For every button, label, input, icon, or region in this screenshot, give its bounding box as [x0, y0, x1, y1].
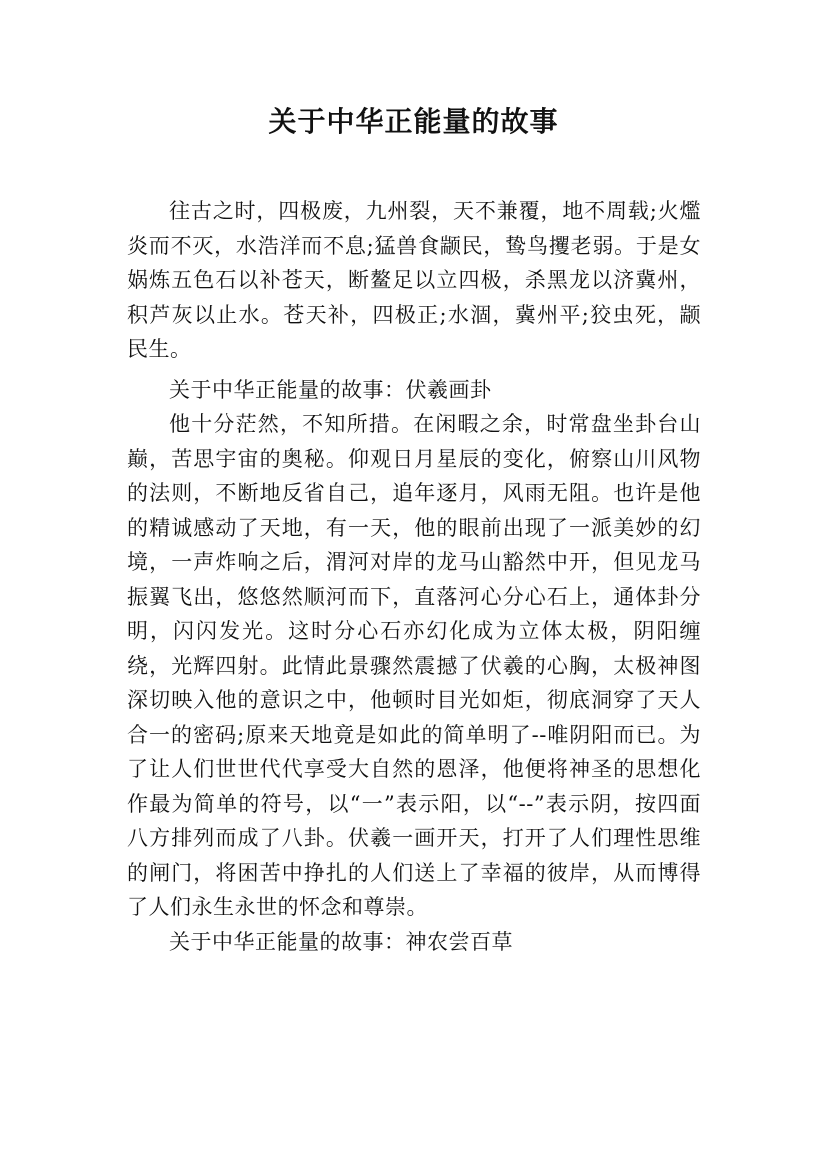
paragraph-fuxi: 他十分茫然，不知所措。在闲暇之余，时常盘坐卦台山巅，苦思宇宙的奥秘。仰观日月星辰的变化，俯察山川风物的法则，不断地反省自己，追年逐月，风雨无阻。也许是他的精诚感动了天地，有一天，他的眼前出现了一派美妙的幻境，一声炸响之后，渭河对岸的龙马山豁然中开，但见龙马振翼飞出，悠悠然顺河而下，直落河心分心石上，通体卦分明，闪闪发光。这时分心石亦幻化成为立体太极，阴阳缠绕，光辉四射。此情此景骤然震撼了伏羲的心胸，太极神图深切映入他的意识之中，他顿时目光如炬，彻底洞穿了天人合一的密码;原来天地竟是如此的简单明了--唯阴阳而已。为了让人们世世代代享受大自然的恩泽，他便将神圣的思想化作最为简单的符号，以“一”表示阳，以“--”表示阴，按四面八方排列而成了八卦。伏羲一画开天，打开了人们理性思维的闸门，将困苦中挣扎的人们送上了幸福的彼岸，从而博得了人们永生永世的怀念和尊崇。: [127, 412, 701, 919]
subheading-fuxi: 关于中华正能量的故事：伏羲画卦: [169, 377, 492, 402]
document-body: [127, 194, 701, 959]
document-title: 关于中华正能量的故事: [268, 105, 559, 138]
subheading-shennong: 关于中华正能量的故事：神农尝百草: [169, 929, 513, 954]
paragraph-nuwa: 往古之时，四极废，九州裂，天不兼覆，地不周载;火爁炎而不灭，水浩洋而不息;猛兽食颛民，鸷鸟攫老弱。于是女娲炼五色石以补苍天，断鳌足以立四极，杀黑龙以济冀州，积芦灰以止水。苍天补，四极正;水涸，冀州平;狡虫死，颛民生。: [127, 199, 701, 361]
